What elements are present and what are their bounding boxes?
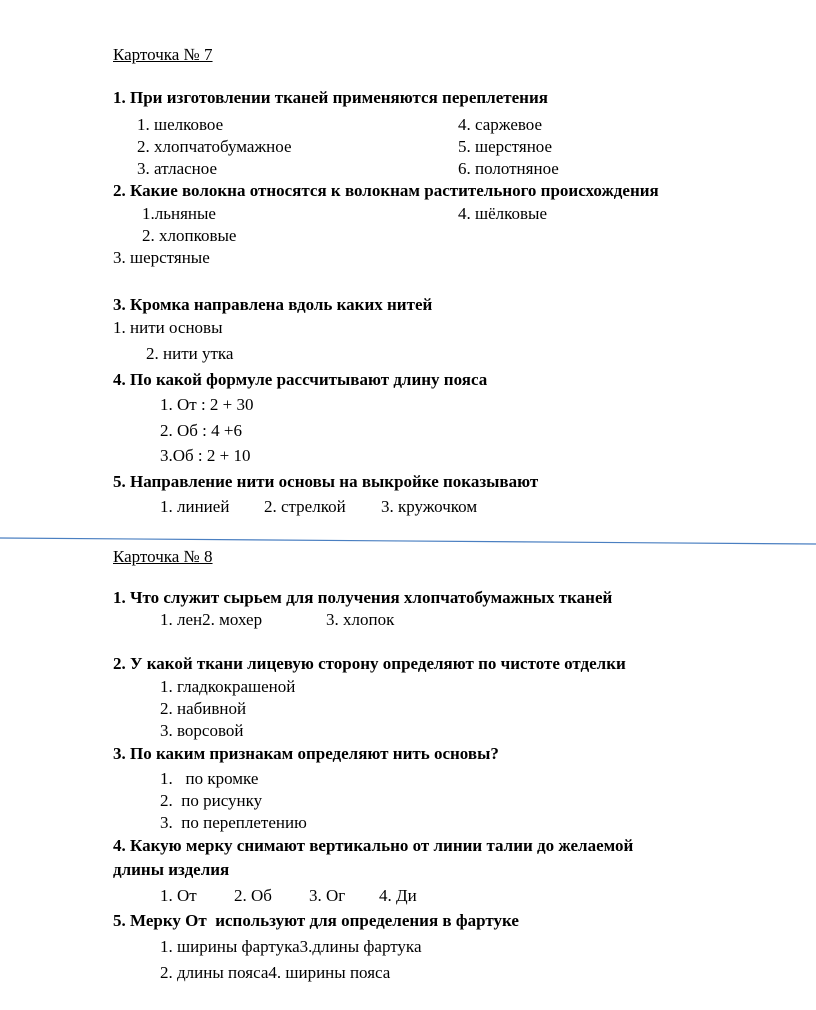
card8-q3-option: 1. по кромке: [160, 769, 259, 788]
card8-q4-question-cont: длины изделия: [113, 860, 230, 879]
card8-q3-question: 3. По каким признакам определяют нить основы?: [113, 744, 499, 763]
card8-q5-option: 2. длины пояса4. ширины пояса: [160, 963, 391, 982]
card8-q1-question: 1. Что служит сырьем для получения хлопчатобумажных тканей: [113, 588, 613, 607]
card8-q5-option: 1. ширины фартука3.длины фартука: [160, 937, 422, 956]
card7-q4-option: 2. Об : 4 +6: [160, 421, 242, 440]
card7-q5-option: 3. кружочком: [381, 497, 478, 516]
card7-q2-question: 2. Какие волокна относятся к волокнам растительного происхождения: [113, 181, 659, 200]
card7-q5-option: 2. стрелкой: [264, 497, 346, 516]
card7-q2-option: 4. шёлковые: [458, 204, 548, 223]
card7-q1-option: 5. шерстяное: [458, 137, 553, 156]
card7-q1-option: 3. атласное: [137, 159, 218, 178]
card7-q2-option: 3. шерстяные: [113, 248, 210, 267]
card7-q3-option: 1. нити основы: [113, 318, 223, 337]
card7-q1-option: 6. полотняное: [458, 159, 559, 178]
card8-q4-option: 2. Об: [234, 886, 272, 905]
card7-q4-option: 3.Об : 2 + 10: [160, 446, 251, 465]
card7-q2-option: 2. хлопковые: [142, 226, 237, 245]
card8-q4-question: 4. Какую мерку снимают вертикально от линии талии до желаемой: [113, 836, 634, 855]
card7-q5-option: 1. линией: [160, 497, 230, 516]
card7-q1-option: 1. шелковое: [137, 115, 224, 134]
card8-q2-option: 1. гладкокрашеной: [160, 677, 296, 696]
card8-q1-option: 1. лен2. мохер: [160, 610, 263, 629]
card7-q4-option: 1. От : 2 + 30: [160, 395, 254, 414]
card7-q1-question: 1. При изготовлении тканей применяются переплетения: [113, 88, 548, 107]
card8-title: Карточка № 8: [113, 547, 213, 566]
card7-q5-question: 5. Направление нити основы на выкройке показывают: [113, 472, 539, 491]
card8-q1-option: 3. хлопок: [326, 610, 395, 629]
card8-q3-option: 3. по переплетению: [160, 813, 307, 832]
card7-q1-option: 4. саржевое: [458, 115, 543, 134]
card8-q2-option: 2. набивной: [160, 699, 247, 718]
card8-q5-question: 5. Мерку От используют для определения в фартуке: [113, 911, 519, 930]
card8-q2-question: 2. У какой ткани лицевую сторону определяют по чистоте отделки: [113, 654, 626, 673]
section-divider: [0, 537, 816, 545]
card8-q3-option: 2. по рисунку: [160, 791, 263, 810]
card7-q3-question: 3. Кромка направлена вдоль каких нитей: [113, 295, 433, 314]
card8-q4-option: 4. Ди: [379, 886, 417, 905]
card7-q3-option: 2. нити утка: [146, 344, 234, 363]
card8-q4-option: 1. От: [160, 886, 197, 905]
card8-q4-option: 3. Ог: [309, 886, 346, 905]
card7-q4-question: 4. По какой формуле рассчитывают длину пояса: [113, 370, 488, 389]
card7-title: Карточка № 7: [113, 45, 213, 64]
card8-q2-option: 3. ворсовой: [160, 721, 244, 740]
card7-q2-option: 1.льняные: [142, 204, 216, 223]
card7-q1-option: 2. хлопчатобумажное: [137, 137, 292, 156]
